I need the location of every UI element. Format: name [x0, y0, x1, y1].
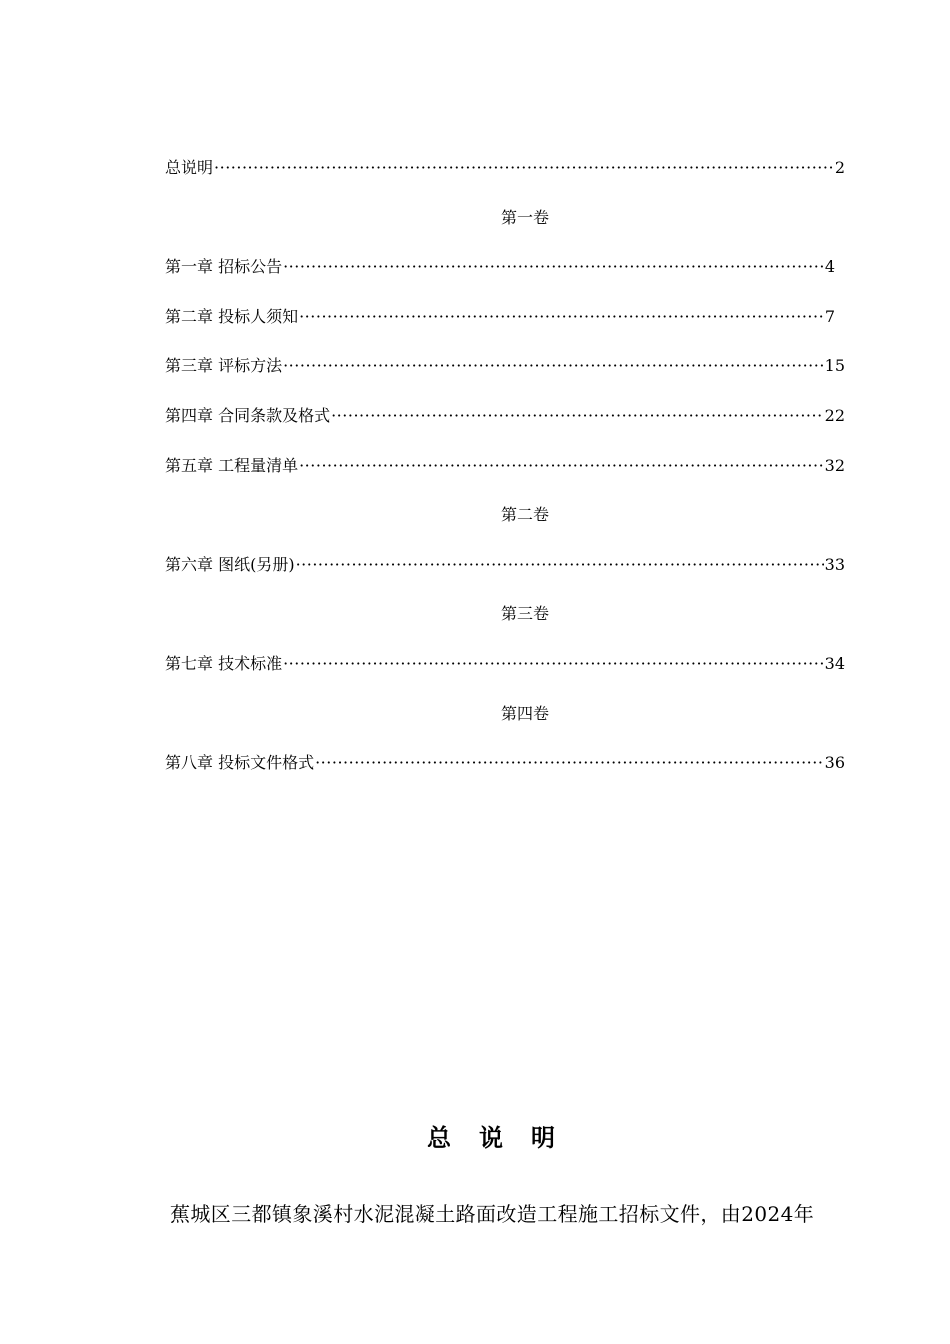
- toc-dot-leader: [315, 749, 824, 777]
- toc-dot-leader: [283, 253, 824, 281]
- section-heading: 总说明: [427, 1123, 583, 1152]
- toc-entry-label: 第七章 技术标准: [165, 653, 283, 673]
- toc-entry-page: 15: [824, 356, 845, 376]
- intro-paragraph: 蕉城区三都镇象溪村水泥混凝土路面改造工程施工招标文件，由2024年: [170, 1202, 815, 1226]
- toc-entry-label: 第一章 招标公告: [165, 257, 283, 277]
- toc-dot-leader: [296, 551, 824, 579]
- toc-entry-page: 7: [824, 306, 835, 326]
- toc-entry-chapter-3[interactable]: [165, 352, 845, 402]
- toc-entry-page: 4: [824, 257, 835, 277]
- table-of-contents: [165, 154, 845, 799]
- toc-entry-label: 第二章 投标人须知: [165, 306, 299, 326]
- toc-entry-chapter-1[interactable]: [165, 253, 845, 303]
- toc-entry-label: 第八章 投标文件格式: [165, 753, 315, 773]
- toc-entry-summary[interactable]: [165, 154, 845, 204]
- toc-entry-page: 33: [824, 554, 845, 574]
- toc-entry-label: 第五章 工程量清单: [165, 455, 299, 475]
- toc-entry-page: 36: [824, 753, 845, 773]
- toc-dot-leader: [299, 303, 824, 331]
- toc-dot-leader: [331, 402, 824, 430]
- toc-entry-chapter-8[interactable]: [165, 749, 845, 799]
- toc-volume-4-title: 第四卷: [500, 703, 549, 723]
- toc-entry-page: 32: [824, 455, 845, 475]
- toc-entry-chapter-6[interactable]: [165, 551, 845, 601]
- toc-entry-page: 34: [824, 653, 845, 673]
- toc-dot-leader: [299, 452, 824, 480]
- toc-dot-leader: [283, 650, 824, 678]
- toc-volume-2-title: 第二卷: [500, 505, 549, 525]
- toc-entry-label: 总说明: [165, 158, 214, 177]
- toc-entry-label: 第三章 评标方法: [165, 356, 283, 376]
- toc-entry-chapter-7[interactable]: [165, 650, 845, 700]
- toc-entry-chapter-5[interactable]: [165, 452, 845, 502]
- toc-dot-leader: [283, 352, 824, 380]
- toc-dot-leader: [214, 154, 834, 182]
- toc-entry-label: 第六章 图纸(另册): [165, 554, 295, 574]
- toc-entry-label: 第四章 合同条款及格式: [165, 405, 331, 425]
- toc-entry-page: 22: [824, 405, 845, 425]
- toc-volume-1-title: 第一卷: [500, 207, 549, 227]
- toc-entry-chapter-4[interactable]: [165, 402, 845, 452]
- toc-entry-chapter-2[interactable]: [165, 303, 845, 353]
- toc-entry-page: 2: [834, 158, 845, 177]
- toc-volume-3-title: 第三卷: [500, 604, 549, 624]
